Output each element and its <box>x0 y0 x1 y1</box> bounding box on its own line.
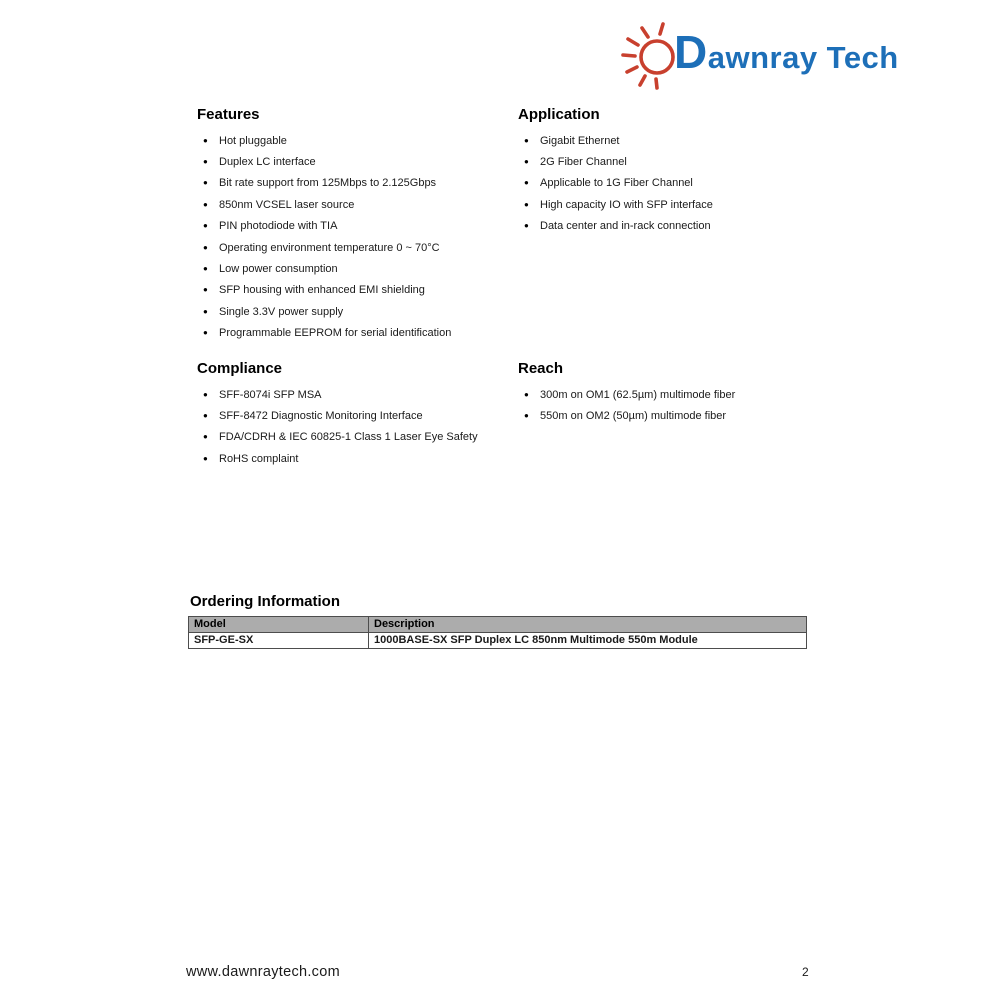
item-label: Duplex LC interface <box>219 156 316 169</box>
item-label: Applicable to 1G Fiber Channel <box>540 177 693 190</box>
list-item <box>197 405 527 426</box>
list-item <box>518 194 848 215</box>
reach-list <box>518 384 848 427</box>
table-row <box>189 633 807 649</box>
bullet-icon: ● <box>203 135 208 145</box>
item-label: High capacity IO with SFP interface <box>540 198 713 211</box>
item-label: SFF-8472 Diagnostic Monitoring Interface <box>219 410 423 423</box>
section-features <box>197 106 527 344</box>
item-label: Gigabit Ethernet <box>540 134 620 147</box>
section-ordering-information <box>188 593 806 649</box>
bullet-icon: ● <box>203 178 208 188</box>
item-label: 2G Fiber Channel <box>540 156 627 169</box>
item-label: PIN photodiode with TIA <box>219 220 338 233</box>
item-label: 850nm VCSEL laser source <box>219 198 355 211</box>
application-list <box>518 130 848 237</box>
bullet-icon: ● <box>203 264 208 274</box>
item-label: Programmable EEPROM for serial identification <box>219 327 452 340</box>
bullet-icon: ● <box>203 411 208 421</box>
bullet-icon: ● <box>524 135 529 145</box>
list-item <box>197 323 527 344</box>
item-label: Bit rate support from 125Mbps to 2.125Gbps <box>219 177 437 190</box>
bullet-icon: ● <box>203 328 208 338</box>
logo-text: Dawnray Tech <box>674 26 899 78</box>
item-label: RoHS complaint <box>219 452 299 465</box>
item-label: Operating environment temperature 0 ~ 70°C <box>219 241 440 254</box>
list-item <box>518 173 848 194</box>
sun-icon <box>616 12 682 92</box>
section-title-application: Application <box>518 106 600 123</box>
section-title-compliance: Compliance <box>197 360 283 377</box>
list-item <box>197 384 527 405</box>
list-item <box>197 301 527 322</box>
footer-website: www.dawnraytech.com <box>186 964 340 980</box>
section-reach <box>518 360 848 427</box>
bullet-icon: ● <box>203 306 208 316</box>
section-title-features: Features <box>197 106 260 123</box>
bullet-icon: ● <box>203 221 208 231</box>
table-header-row <box>189 617 807 633</box>
item-label: Data center and in-rack connection <box>540 220 711 233</box>
list-item <box>518 405 848 426</box>
list-item <box>197 194 527 215</box>
section-compliance <box>197 360 527 470</box>
features-list <box>197 130 527 344</box>
item-label: 550m on OM2 (50µm) multimode fiber <box>540 410 727 423</box>
column-header-model: Model <box>189 617 369 633</box>
list-item <box>518 151 848 172</box>
item-label: Low power consumption <box>219 263 338 276</box>
item-label: Single 3.3V power supply <box>219 305 344 318</box>
bullet-icon: ● <box>203 199 208 209</box>
bullet-icon: ● <box>203 453 208 463</box>
bullet-icon: ● <box>524 199 529 209</box>
ordering-table <box>188 616 807 649</box>
list-item <box>197 258 527 279</box>
item-label: 300m on OM1 (62.5µm) multimode fiber <box>540 388 736 401</box>
bullet-icon: ● <box>524 178 529 188</box>
item-label: SFF-8074i SFP MSA <box>219 388 322 401</box>
footer-page-number: 2 <box>802 965 809 979</box>
list-item <box>197 427 527 448</box>
list-item <box>197 448 527 469</box>
bullet-icon: ● <box>203 389 208 399</box>
cell-model: SFP-GE-SX <box>189 633 369 649</box>
bullet-icon: ● <box>203 157 208 167</box>
list-item <box>518 130 848 151</box>
bullet-icon: ● <box>524 221 529 231</box>
bullet-icon: ● <box>524 411 529 421</box>
bullet-icon: ● <box>203 285 208 295</box>
list-item <box>197 280 527 301</box>
logo <box>616 12 899 92</box>
list-item <box>197 130 527 151</box>
list-item <box>518 384 848 405</box>
bullet-icon: ● <box>203 242 208 252</box>
ordering-title: Ordering Information <box>190 593 340 610</box>
bullet-icon: ● <box>524 389 529 399</box>
compliance-list <box>197 384 527 470</box>
bullet-icon: ● <box>524 157 529 167</box>
cell-description: 1000BASE-SX SFP Duplex LC 850nm Multimode 550m Module <box>369 633 807 649</box>
list-item <box>197 151 527 172</box>
section-application <box>518 106 848 237</box>
item-label: FDA/CDRH & IEC 60825-1 Class 1 Laser Eye Safety <box>219 431 478 444</box>
section-title-reach: Reach <box>518 360 564 377</box>
bullet-icon: ● <box>203 432 208 442</box>
column-header-description: Description <box>369 617 807 633</box>
item-label: SFP housing with enhanced EMI shielding <box>219 284 425 297</box>
item-label: Hot pluggable <box>219 134 287 147</box>
list-item <box>197 173 527 194</box>
list-item <box>518 216 848 237</box>
list-item <box>197 216 527 237</box>
list-item <box>197 237 527 258</box>
